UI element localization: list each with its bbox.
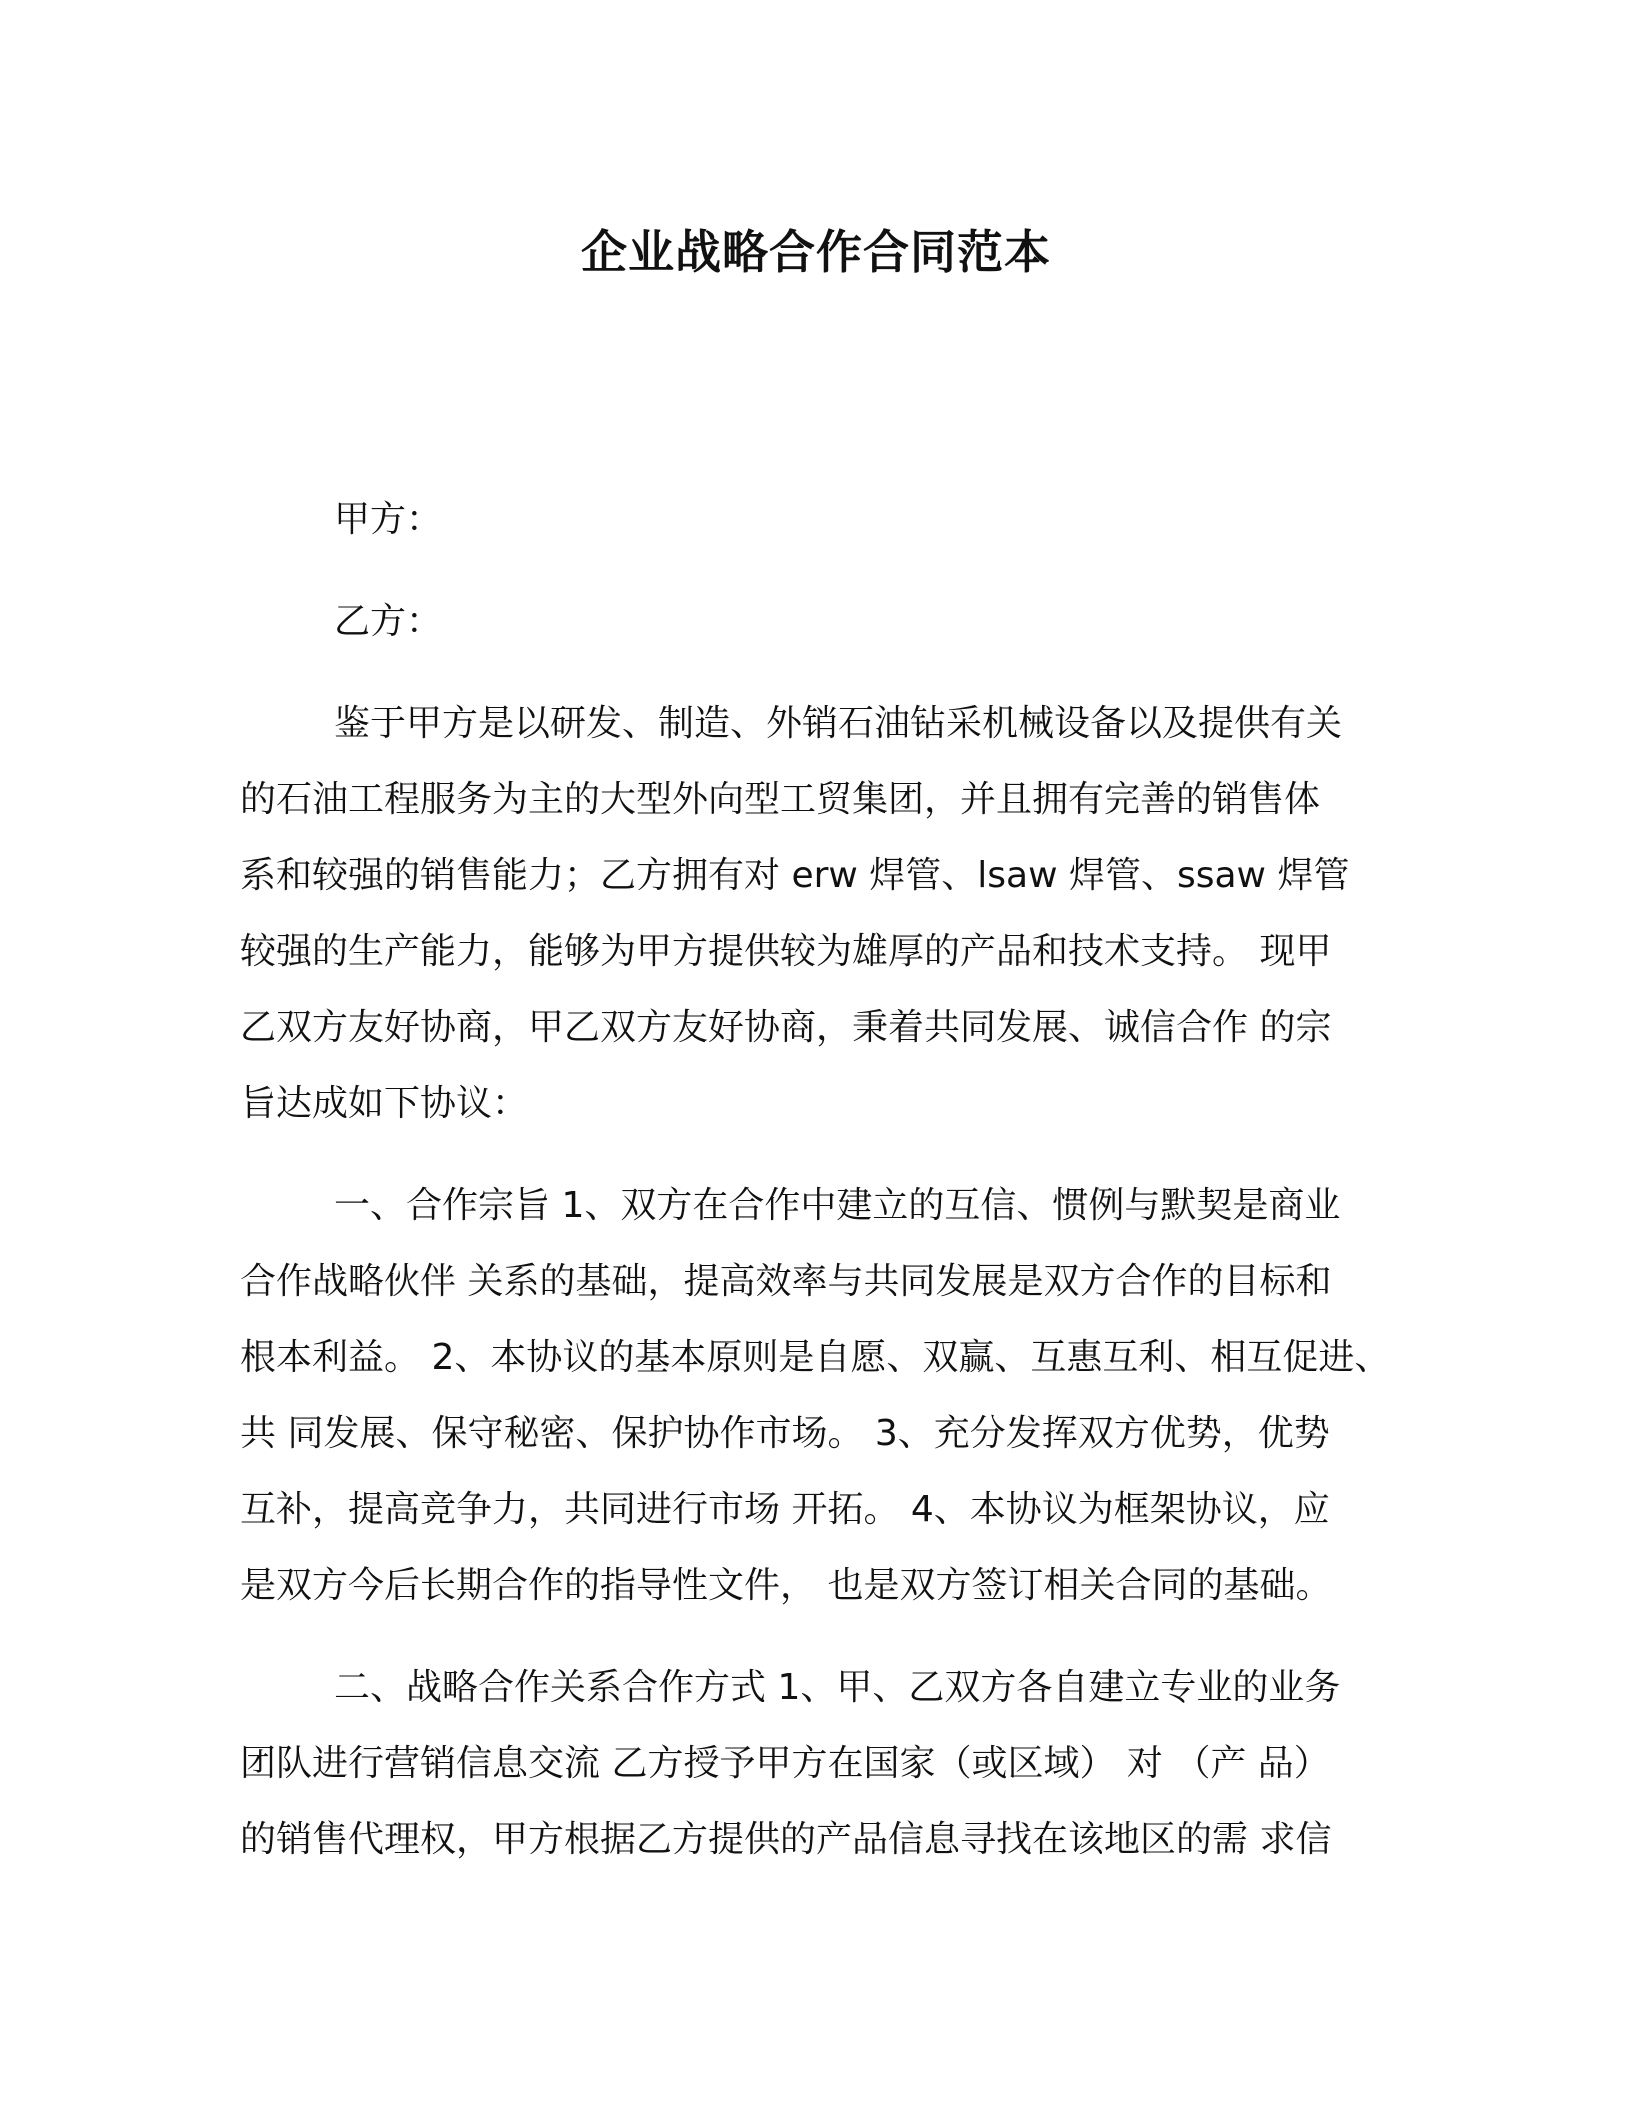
paragraph-1-line: 较强的生产能力，能够为甲方提供较为雄厚的产品和技术支持。 现甲 (240, 931, 1332, 972)
party-a-label: 甲方： (334, 499, 443, 540)
party-b-label: 乙方： (334, 601, 443, 642)
paragraph-2-line: 是双方今后长期合作的指导性文件， 也是双方签订相关合同的基础。 (240, 1565, 1332, 1606)
paragraph-1-line: 的石油工程服务为主的大型外向型工贸集团，并且拥有完善的销售体 (240, 779, 1321, 820)
paragraph-1-line: 鉴于甲方是以研发、制造、外销石油钻采机械设备以及提供有关 (334, 703, 1343, 744)
paragraph-2-line: 合作战略伙伴 关系的基础，提高效率与共同发展是双方合作的目标和 (240, 1261, 1332, 1302)
paragraph-1-line: 系和较强的销售能力；乙方拥有对 erw 焊管、lsaw 焊管、ssaw 焊管 (240, 855, 1350, 896)
paragraph-2-line: 一、合作宗旨 1、双方在合作中建立的互信、惯例与默契是商业 (334, 1185, 1341, 1226)
paragraph-3-line: 二、战略合作关系合作方式 1、甲、乙双方各自建立专业的业务 (334, 1667, 1341, 1708)
paragraph-2-line: 共 同发展、保守秘密、保护协作市场。 3、充分发挥双方优势，优势 (240, 1413, 1330, 1454)
document-title: 企业战略合作合同范本 (581, 225, 1051, 279)
paragraph-3-line: 的销售代理权，甲方根据乙方提供的产品信息寻找在该地区的需 求信 (240, 1819, 1332, 1860)
paragraph-3-line: 团队进行营销信息交流 乙方授予甲方在国家（或区域） 对 （产 品） (240, 1743, 1330, 1784)
paragraph-2-line: 互补，提高竞争力，共同进行市场 开拓。 4、本协议为框架协议，应 (240, 1489, 1330, 1530)
paragraph-1-line: 旨达成如下协议： (240, 1083, 529, 1124)
paragraph-2-line: 根本利益。 2、本协议的基本原则是自愿、双赢、互惠互利、相互促进、 (240, 1337, 1391, 1378)
paragraph-1-line: 乙双方友好协商，甲乙双方友好协商，秉着共同发展、诚信合作 的宗 (240, 1007, 1332, 1048)
